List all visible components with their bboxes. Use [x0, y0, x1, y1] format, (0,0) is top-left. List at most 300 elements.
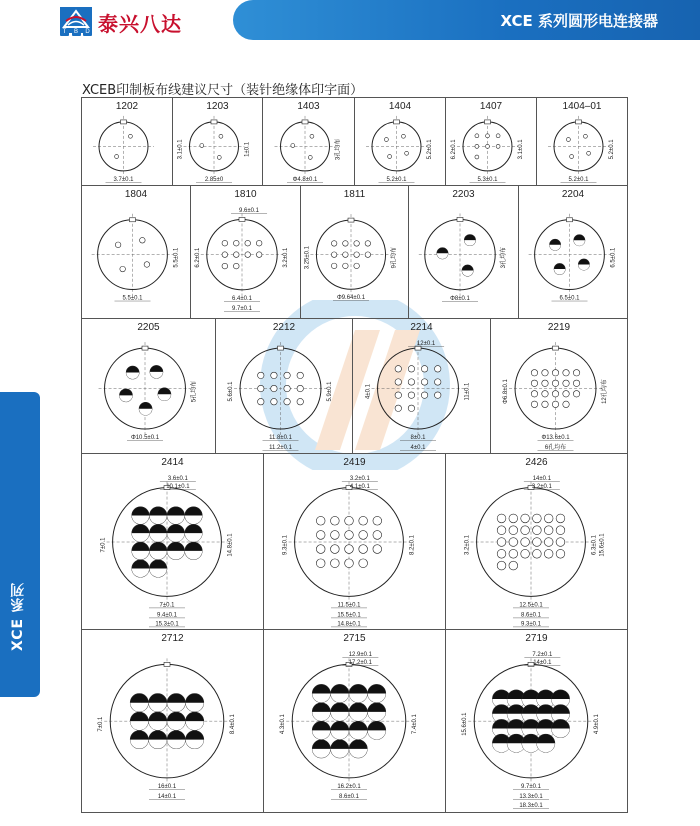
- connector-model-label: 2204: [561, 189, 585, 200]
- pin-hole: [408, 405, 414, 411]
- connector-cell-1403: [262, 97, 355, 186]
- connector-model-label: 2205: [137, 322, 160, 333]
- pin-hole-half: [185, 551, 202, 560]
- connector-cell-1203: [172, 97, 263, 186]
- connector-cell-1404–01: [536, 97, 628, 186]
- pin-hole: [556, 514, 565, 523]
- connector-model-label: 2214: [410, 322, 433, 333]
- pin-hole: [509, 526, 518, 535]
- pin-hole: [556, 526, 565, 535]
- pin-hole: [497, 549, 506, 558]
- pin-hole-half: [331, 693, 349, 702]
- dimension-label: 3.2±0.1: [464, 535, 471, 555]
- connector-model-label: 1203: [206, 101, 229, 112]
- dimension-label: 5.5±0.1: [122, 295, 143, 302]
- side-tab-label: XCE 系列: [10, 582, 26, 652]
- pin-hole: [542, 391, 548, 397]
- pin-hole-half: [312, 749, 330, 758]
- pin-hole: [542, 401, 548, 407]
- pin-hole: [233, 240, 239, 246]
- pin-hole: [365, 252, 371, 258]
- pin-hole: [354, 263, 360, 269]
- dimension-label: 5.9±0.1: [326, 381, 333, 402]
- dimension-label: 8.4±0.1: [229, 714, 236, 735]
- pin-hole-half: [132, 533, 149, 542]
- pin-hole: [542, 380, 548, 386]
- connector-model-label: 2719: [525, 633, 548, 644]
- pin-hole: [345, 531, 354, 540]
- pin-hole: [552, 370, 558, 376]
- key-notch: [142, 346, 148, 350]
- logo-letter: B: [72, 28, 81, 36]
- pin-hole: [552, 401, 558, 407]
- connector-model-label: 2419: [343, 457, 366, 468]
- connector-cell-1404: [354, 97, 446, 186]
- key-notch: [164, 662, 170, 666]
- pin-hole: [115, 242, 121, 248]
- connector-drawing: [82, 319, 216, 454]
- pin-hole-half: [167, 721, 185, 730]
- dimension-label: 14±0.1: [157, 793, 177, 800]
- dimension-label: 6孔均布: [544, 445, 567, 452]
- dimension-label: 5.2±0.1: [568, 176, 589, 183]
- pin-hole: [144, 262, 150, 268]
- pin-hole: [544, 514, 553, 523]
- pin-hole: [533, 538, 542, 547]
- dimension-label: 12.9±0.1: [348, 652, 373, 658]
- pin-hole: [343, 241, 349, 247]
- pin-hole-half: [150, 372, 163, 378]
- pin-hole: [556, 538, 565, 547]
- pin-hole: [331, 263, 337, 269]
- dimension-label: Φ6.8±0.1: [503, 379, 510, 404]
- pin-hole: [258, 385, 264, 391]
- pin-hole: [533, 526, 542, 535]
- dimension-label: 14.8±0.1: [227, 533, 234, 557]
- pin-hole: [475, 144, 479, 148]
- pin-hole: [256, 252, 262, 258]
- pin-hole-half: [130, 740, 148, 749]
- pin-hole: [373, 531, 382, 540]
- pin-hole-half: [149, 515, 166, 524]
- side-tab: [0, 392, 40, 697]
- pin-hole: [222, 240, 228, 246]
- dimension-label: 5.6±0.1: [228, 381, 235, 402]
- dimension-label: 5.3±0.1: [477, 176, 498, 183]
- connector-cell-2719: [445, 629, 628, 813]
- pin-hole: [316, 545, 325, 554]
- dimension-label: 3.2±0.1: [283, 247, 290, 268]
- connector-drawing: [301, 186, 409, 319]
- connector-model-label: 2212: [272, 322, 296, 333]
- connector-drawing: [446, 454, 628, 630]
- pin-hole-half: [186, 721, 204, 730]
- pin-hole: [509, 514, 518, 523]
- connector-model-label: 1403: [297, 101, 320, 112]
- connector-model-label: 1804: [124, 189, 148, 200]
- pin-hole: [373, 516, 382, 525]
- dimension-label: 14±0.1: [533, 660, 552, 666]
- connector-model-label: 1407: [479, 101, 503, 112]
- pin-hole: [521, 549, 530, 558]
- pin-hole: [573, 370, 579, 376]
- key-notch: [239, 217, 245, 221]
- connector-drawing: [355, 98, 446, 186]
- pin-hole-half: [349, 730, 367, 739]
- pin-hole-half: [312, 730, 330, 739]
- pin-hole: [573, 380, 579, 386]
- pin-hole: [421, 366, 427, 372]
- pin-hole-half: [349, 693, 367, 702]
- dimension-label: 4.1±0.1: [349, 484, 370, 490]
- pin-hole-half: [167, 740, 185, 749]
- key-notch: [553, 346, 559, 350]
- dimension-label: 6.5±0.1: [559, 295, 580, 302]
- pin-hole: [421, 392, 427, 398]
- pin-hole: [354, 252, 360, 258]
- pin-hole: [245, 240, 251, 246]
- pin-hole: [316, 559, 325, 568]
- connector-drawing: [537, 98, 628, 186]
- dimension-label: 7±0.1: [100, 537, 107, 553]
- pin-hole: [556, 549, 565, 558]
- pin-hole: [395, 379, 401, 385]
- dimension-label: 14.8±0.1: [337, 621, 361, 628]
- pin-hole-half: [368, 730, 386, 739]
- dimension-label: 8.2±0.1: [409, 535, 416, 555]
- dimension-label: 16±0.1: [157, 783, 177, 790]
- pin-hole: [521, 514, 530, 523]
- connector-cell-2214: [352, 318, 491, 454]
- pin-hole: [359, 516, 368, 525]
- series-title: XCE 系列圆形电连接器: [500, 12, 658, 30]
- dimension-label: 3孔均布: [335, 138, 342, 161]
- dimension-label: 13.3±0.1: [519, 793, 543, 800]
- pin-hole: [552, 380, 558, 386]
- dimension-label: 16.2±0.1: [337, 783, 361, 790]
- connector-model-label: 1404: [388, 101, 412, 112]
- pin-hole-half: [462, 271, 473, 277]
- connector-cell-1811: [300, 185, 409, 319]
- pin-hole: [496, 134, 500, 138]
- pin-hole-half: [158, 394, 171, 400]
- connector-drawing: [353, 319, 491, 454]
- pin-hole: [475, 134, 479, 138]
- pin-hole: [217, 155, 221, 159]
- pin-hole: [521, 538, 530, 547]
- dimension-label: 4±0.1: [410, 445, 426, 452]
- dimension-label: Φ13.6±0.1: [541, 435, 570, 442]
- dimension-label: Φ8±0.1: [450, 295, 470, 302]
- pin-hole-half: [132, 515, 149, 524]
- key-notch: [130, 218, 136, 222]
- pin-hole: [343, 252, 349, 258]
- key-notch: [485, 120, 491, 124]
- connector-drawing: [263, 98, 355, 186]
- pin-hole: [219, 134, 223, 138]
- pin-hole: [284, 385, 290, 391]
- pin-hole: [533, 514, 542, 523]
- pin-hole: [120, 266, 126, 272]
- dimension-label: 8.6±0.1: [339, 793, 359, 800]
- dimension-label: 15.6±0.1: [462, 712, 469, 736]
- pin-hole: [388, 155, 392, 159]
- pin-hole: [331, 516, 340, 525]
- pin-hole: [421, 379, 427, 385]
- dimension-label: 14±0.1: [532, 476, 552, 482]
- connector-model-label: 2203: [452, 189, 475, 200]
- pin-hole: [384, 138, 388, 142]
- pin-hole: [434, 366, 440, 372]
- pin-hole: [373, 545, 382, 554]
- logo-letters: [60, 28, 92, 36]
- dimension-label: 11.8±0.1: [269, 435, 292, 442]
- key-notch: [278, 346, 284, 350]
- pin-hole: [297, 398, 303, 404]
- pin-hole-half: [149, 721, 167, 730]
- connector-model-label: 1811: [343, 189, 366, 200]
- pin-hole: [563, 380, 569, 386]
- dimension-label: 11.5±0.1: [337, 602, 361, 609]
- pin-hole: [395, 405, 401, 411]
- pin-hole-half: [331, 712, 349, 721]
- connector-drawing: [173, 98, 263, 186]
- pin-hole: [408, 392, 414, 398]
- dimension-label: 9.7±0.1: [232, 305, 252, 312]
- pin-hole: [475, 155, 479, 159]
- dimension-label: 5.5±0.1: [173, 247, 180, 268]
- pin-hole: [434, 379, 440, 385]
- pin-hole-half: [578, 264, 589, 270]
- pin-hole-half: [185, 533, 202, 542]
- dimension-label: 3.25±0.1: [304, 245, 311, 270]
- key-notch: [457, 217, 463, 221]
- page-header: [0, 0, 700, 40]
- pin-hole: [271, 385, 277, 391]
- dimension-label: 5.2±0.1: [386, 176, 407, 183]
- pin-hole-half: [149, 551, 166, 560]
- pin-hole: [531, 380, 537, 386]
- connector-model-label: 1810: [234, 189, 257, 200]
- pin-hole: [486, 144, 490, 148]
- pin-hole-half: [167, 551, 184, 560]
- dimension-label: 6.4±0.1: [232, 295, 252, 302]
- pin-hole-half: [574, 240, 585, 246]
- pin-hole: [245, 252, 251, 258]
- key-notch: [121, 120, 127, 124]
- pin-hole: [544, 526, 553, 535]
- key-notch: [302, 120, 308, 124]
- logo-letter: D: [83, 28, 92, 36]
- pin-hole: [345, 516, 354, 525]
- pin-hole: [291, 144, 295, 148]
- pin-hole-half: [167, 703, 185, 712]
- dimension-label: 2.85±0: [204, 176, 224, 183]
- pin-hole: [115, 155, 119, 159]
- dimension-label: 5.2±0.1: [608, 139, 615, 160]
- pin-hole: [128, 134, 132, 138]
- pin-hole: [271, 398, 277, 404]
- pin-hole-half: [331, 730, 349, 739]
- pin-hole-half: [139, 409, 152, 415]
- dimension-label: 7±0.1: [98, 716, 105, 732]
- pin-hole-half: [551, 729, 569, 738]
- dimension-label: 9.7±0.1: [521, 783, 541, 790]
- connector-drawing: [491, 319, 628, 454]
- dimension-label: 8.6±0.1: [521, 612, 541, 619]
- pin-hole: [310, 134, 314, 138]
- key-notch: [211, 120, 217, 124]
- pin-hole-half: [554, 269, 565, 275]
- pin-hole-half: [537, 743, 555, 752]
- pin-hole: [308, 155, 312, 159]
- pin-hole: [331, 252, 337, 258]
- pin-hole: [408, 379, 414, 385]
- pin-hole: [531, 401, 537, 407]
- dimension-label: 5.2±0.1: [426, 139, 433, 160]
- dimension-label: 6.2±0.1: [194, 247, 201, 268]
- dimension-label: 3.1±0.1: [517, 139, 524, 160]
- dimension-label: Φ4.8±0.1: [292, 176, 318, 183]
- pin-hole: [233, 252, 239, 258]
- dimension-label: 1±0.1: [244, 141, 251, 157]
- pin-hole: [566, 138, 570, 142]
- connector-cell-2219: [490, 318, 628, 454]
- pin-hole: [509, 561, 518, 570]
- pin-hole: [570, 155, 574, 159]
- dimension-label: 6.3±0.1: [591, 535, 598, 555]
- pin-hole: [496, 144, 500, 148]
- dimension-label: 7.4±0.1: [411, 714, 418, 735]
- dimension-label: 3.7±0.1: [113, 176, 134, 183]
- brand-name: 泰兴八达: [98, 12, 182, 36]
- pin-hole: [284, 398, 290, 404]
- pin-hole: [509, 538, 518, 547]
- connector-drawing: [82, 454, 264, 630]
- dimension-label: 7.2±0.1: [532, 652, 553, 658]
- connector-cell-2203: [408, 185, 519, 319]
- dimension-label: 17.2±0.1: [348, 660, 373, 666]
- pin-hole-half: [119, 395, 132, 401]
- pin-hole: [297, 385, 303, 391]
- connector-drawing: [264, 630, 446, 813]
- connector-cell-2205: [81, 318, 216, 454]
- dimension-label: 4±0.1: [365, 384, 372, 400]
- connector-drawing: [82, 186, 191, 319]
- connector-cell-1804: [81, 185, 191, 319]
- dimension-label: 15.5±0.1: [337, 612, 361, 619]
- pin-hole-half: [185, 515, 202, 524]
- pin-hole-half: [149, 569, 166, 578]
- logo-letter: T: [60, 28, 69, 36]
- connector-cell-1810: [190, 185, 301, 319]
- dimension-label: 6.5±0.1: [610, 247, 617, 268]
- pin-hole: [544, 538, 553, 547]
- dimension-label: 9孔均布: [391, 246, 398, 269]
- pin-hole: [521, 526, 530, 535]
- pin-hole: [345, 559, 354, 568]
- pin-hole-half: [368, 712, 386, 721]
- dimension-label: 3.6±0.1: [167, 476, 188, 482]
- pin-hole: [497, 538, 506, 547]
- pin-hole: [486, 134, 490, 138]
- pin-hole: [222, 252, 228, 258]
- pin-hole: [316, 516, 325, 525]
- pin-hole: [401, 134, 405, 138]
- pin-hole-half: [149, 740, 167, 749]
- dimension-label: 7±0.1: [159, 602, 175, 609]
- connector-cell-2212: [215, 318, 353, 454]
- pin-hole-half: [437, 253, 448, 259]
- pin-hole: [258, 372, 264, 378]
- pin-hole: [563, 401, 569, 407]
- connector-drawing: [264, 454, 446, 630]
- connector-cell-2715: [263, 629, 446, 813]
- dimension-label: 11±0.1: [464, 382, 471, 401]
- dimension-label: 4.3±0.1: [280, 714, 287, 735]
- pin-hole: [345, 545, 354, 554]
- pin-hole: [395, 392, 401, 398]
- connector-model-label: 2712: [161, 633, 184, 644]
- connector-model-label: 2426: [525, 457, 548, 468]
- pin-hole: [343, 263, 349, 269]
- connector-drawing: [82, 630, 264, 813]
- pin-hole: [563, 370, 569, 376]
- pin-hole: [497, 514, 506, 523]
- connector-cell-1407: [445, 97, 537, 186]
- dimension-label: 9.3±0.1: [282, 535, 289, 555]
- key-notch: [567, 218, 573, 222]
- pin-hole: [509, 549, 518, 558]
- dimension-label: 9.3±0.1: [521, 621, 541, 628]
- pin-hole: [563, 391, 569, 397]
- pin-hole: [583, 134, 587, 138]
- connector-drawing: [82, 98, 173, 186]
- pin-hole: [140, 237, 146, 243]
- pin-hole: [365, 241, 371, 247]
- pin-hole: [434, 392, 440, 398]
- pin-hole-half: [186, 740, 204, 749]
- key-notch: [576, 120, 582, 124]
- dimension-label: 15.3±0.1: [155, 621, 179, 628]
- dimension-label: 3.2±0.1: [349, 476, 370, 482]
- pin-hole-half: [331, 749, 349, 758]
- connector-drawing: [519, 186, 628, 319]
- pin-hole: [531, 391, 537, 397]
- connector-cell-2204: [518, 185, 628, 319]
- pin-hole: [497, 526, 506, 535]
- pin-hole: [533, 549, 542, 558]
- dimension-label: 10.1±0.1: [166, 484, 190, 490]
- pin-hole-half: [464, 240, 475, 246]
- pin-hole-half: [130, 703, 148, 712]
- dimension-label: 3孔均布: [501, 246, 508, 269]
- connector-cell-2426: [445, 453, 628, 630]
- pin-hole: [258, 398, 264, 404]
- pin-hole: [359, 531, 368, 540]
- pin-hole: [200, 144, 204, 148]
- pin-hole-half: [312, 712, 330, 721]
- dimension-label: 5孔均布: [191, 380, 198, 403]
- pin-hole: [408, 366, 414, 372]
- pin-hole-half: [132, 569, 149, 578]
- pin-hole-half: [550, 245, 561, 251]
- connector-cell-2419: [263, 453, 446, 630]
- pin-hole-half: [349, 712, 367, 721]
- dimension-label: 3.1±0.1: [177, 139, 184, 160]
- connector-cell-2414: [81, 453, 264, 630]
- connector-model-label: 1404–01: [562, 101, 602, 112]
